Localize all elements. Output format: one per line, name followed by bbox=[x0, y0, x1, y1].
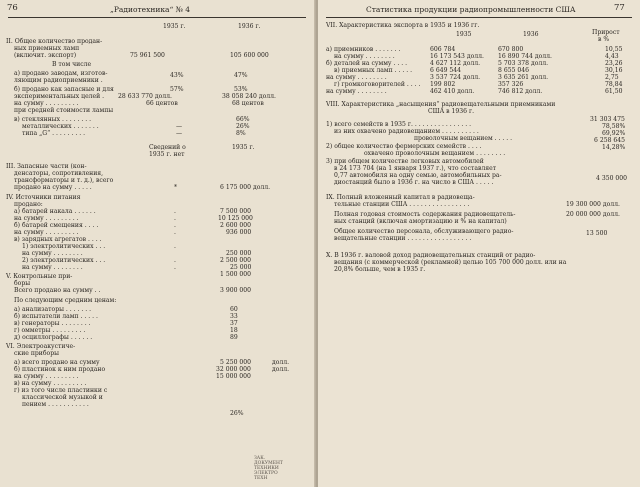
viii-value: 78,58% bbox=[602, 123, 626, 130]
value-1936: 66% bbox=[236, 116, 250, 123]
left-text-line: в) зарядных агрегатов . . . . bbox=[14, 236, 102, 243]
left-text-line: в) на сумму . . . . . . . . . bbox=[14, 380, 87, 387]
vii-col-growth: в % bbox=[598, 36, 610, 43]
left-text-line: По следующим средним ценам: bbox=[14, 297, 117, 304]
value-1935: 28 633 770 долл. bbox=[118, 93, 172, 100]
vii-row-1936: 746 812 долл. bbox=[498, 88, 543, 95]
value-1936: 38 058 240 долл. bbox=[222, 93, 276, 100]
value-1936: 37 bbox=[230, 320, 238, 327]
value-1935-dot: . bbox=[174, 222, 176, 229]
value-1936: 47% bbox=[234, 72, 248, 79]
vii-row-growth: 2,75 bbox=[605, 74, 619, 81]
viii-value: 6 258 645 bbox=[594, 137, 626, 144]
vii-row-1935: 606 784 bbox=[430, 46, 456, 53]
left-text-line: трансформаторы и т. д.), всего bbox=[14, 177, 114, 184]
left-text-line: пением . . . . . . . . . . . bbox=[22, 401, 89, 408]
value-1936: 2 500 000 bbox=[220, 257, 252, 264]
vii-row-1935: 199 802 bbox=[430, 81, 456, 88]
viii-text-line: 2) общее количество фермерских семейств . . . . bbox=[326, 143, 482, 150]
left-text-line: б) батарей смещения . . . . bbox=[14, 222, 99, 229]
section-viii-subtitle: США в 1936 г. bbox=[428, 108, 475, 115]
ix-text-line: IX. Полный вложенный капитал в радиовеща- bbox=[326, 194, 475, 201]
ix-value: 13 500 bbox=[586, 230, 608, 237]
viii-text-line: 3) при общем количестве легковых автомобилей bbox=[326, 158, 484, 165]
value-1936: 5 250 000 bbox=[220, 359, 252, 366]
vii-col-1936: 1936 bbox=[523, 31, 539, 38]
left-text-line: г) омметры . . . . . . . . . bbox=[14, 327, 86, 334]
left-text-line: б) испытатели ламп . . . . . bbox=[14, 313, 98, 320]
value-1935: — bbox=[176, 130, 183, 137]
left-text-line: ных приемных ламп bbox=[14, 45, 80, 52]
vii-row-1936: 670 800 bbox=[498, 46, 524, 53]
running-title-left: „Радиотехника“ № 4 bbox=[110, 5, 190, 14]
left-text-line: IV. Источники питания bbox=[6, 194, 81, 201]
page-number-left: 76 bbox=[7, 3, 18, 13]
left-text-line: экспериментальных целей . bbox=[14, 93, 105, 100]
vii-row-growth: 23,26 bbox=[605, 60, 623, 67]
vii-row-label: в) приемных ламп . . . . . bbox=[334, 67, 413, 74]
value-1935: 57% bbox=[170, 86, 184, 93]
viii-value: 69,92% bbox=[602, 130, 626, 137]
left-text-line: в) генераторы . . . . . . . . bbox=[14, 320, 91, 327]
value-1936: 26% bbox=[236, 123, 250, 130]
vii-row-growth: 30,16 bbox=[605, 67, 623, 74]
left-text-line: на сумму . . . . . . . . . bbox=[14, 373, 79, 380]
value-1935-dot: . bbox=[174, 229, 176, 236]
value-1935: 43% bbox=[170, 72, 184, 79]
x-text-line: X. В 1936 г. валовой доход радиовещательных станций от радио- bbox=[326, 252, 536, 259]
year-heading-1936: 1936 г. bbox=[238, 23, 261, 30]
right-page bbox=[318, 0, 640, 487]
viii-text-line: 0,77 автомобиля на одну семью, автомобильных ра- bbox=[334, 172, 502, 179]
ix-text-line: вещательные станции . . . . . . . . . . . . . . . . . bbox=[334, 235, 472, 242]
ix-text-line: Общее количество персонала, обслуживающего радио- bbox=[334, 228, 514, 235]
left-text-line: классической музыкой и bbox=[22, 394, 103, 401]
value-1936: 936 000 bbox=[226, 229, 252, 236]
vii-col-1935: 1935 bbox=[456, 31, 472, 38]
value-1936: 60 bbox=[230, 306, 238, 313]
value-1936-unit: долл. bbox=[272, 359, 290, 366]
vii-row-growth: 61,50 bbox=[605, 88, 623, 95]
ix-text-line: тельные станции США . . . . . . . . . . . . . . . . bbox=[334, 201, 470, 208]
left-text-line: металлических . . . . . . . bbox=[22, 123, 99, 130]
left-text-line: типа „G“ . . . . . . . . . bbox=[22, 130, 86, 137]
value-1936: 7 500 000 bbox=[220, 208, 252, 215]
left-text-line: денсаторы, сопротивления, bbox=[14, 170, 104, 177]
left-text-line: г) из того числе пластинки с bbox=[14, 387, 108, 394]
library-stamp bbox=[254, 456, 283, 481]
left-text-line: боры bbox=[14, 280, 31, 287]
left-text-line: в) стеклянных . . . . . . . . bbox=[14, 116, 92, 123]
x-text-line: вещания (с коммерческой (рекламной) целью 105 700 000 долл. или на bbox=[334, 259, 567, 266]
vii-row-1935: 462 410 долл. bbox=[430, 88, 475, 95]
value-1935: Сведений о bbox=[149, 144, 186, 151]
left-text-line: ляющим радиоприемники . bbox=[14, 77, 103, 84]
vii-row-1935: 16 173 543 долл. bbox=[430, 53, 484, 60]
viii-text-line: охвачено проволочным вещанием . . . . . . . . bbox=[364, 150, 506, 157]
value-1935-dot: . bbox=[174, 215, 176, 222]
value-1935: 1935 г. нет bbox=[149, 151, 185, 158]
left-text-line: на сумму . . . . . . . . bbox=[22, 250, 83, 257]
value-1935: 66 центов bbox=[146, 100, 178, 107]
value-1936: 18 bbox=[230, 327, 238, 334]
viii-text-line: 1) всего семейств в 1935 г. . . . . . . . . . . . . . . . bbox=[326, 121, 472, 128]
vii-row-label: на сумму . . . . . . . . bbox=[334, 53, 395, 60]
left-text-line: на сумму . . . . . . . . . bbox=[14, 215, 79, 222]
value-1936: 8% bbox=[236, 130, 246, 137]
vii-row-1936: 3 635 261 долл. bbox=[498, 74, 549, 81]
left-text-line: продано: bbox=[14, 201, 43, 208]
value-1936: 32 000 000 bbox=[216, 366, 251, 373]
viii-text-line: проволочным вещанием . . . . . bbox=[414, 135, 513, 142]
section-vii-title: VII. Характеристика экспорта в 1935 и 1936 гг. bbox=[326, 22, 480, 29]
left-text-line: на сумму . . . . . . . . . bbox=[14, 100, 79, 107]
value-1936: 250 000 bbox=[226, 250, 252, 257]
stamp-line: ТЕХНИКИ bbox=[254, 466, 279, 471]
value-1935-star: * bbox=[174, 184, 178, 191]
value-1936: 3 900 000 bbox=[220, 287, 252, 294]
running-title-right: Статистика продукции радиопромышленности США bbox=[366, 5, 576, 14]
left-text-line: Всего продано на сумму . . bbox=[14, 287, 101, 294]
vii-row-1935: 3 537 724 долл. bbox=[430, 74, 481, 81]
left-text-line: 2) электролитических . . . bbox=[22, 257, 106, 264]
vii-row-label: б) деталей на сумму . . . . bbox=[326, 60, 408, 67]
left-text-line: д) осциллографы . . . . . . bbox=[14, 334, 93, 341]
left-text-line: при средней стоимости лампы bbox=[14, 107, 114, 114]
value-1936: 1 500 000 bbox=[220, 271, 252, 278]
section-viii-title: VIII. Характеристика „насыщения“ радиовещательными приемниками bbox=[326, 101, 556, 108]
value-1936: 6 175 000 долл. bbox=[220, 184, 271, 191]
left-text-line: а) продано заводам, изготов- bbox=[14, 70, 108, 77]
viii-value: 31 303 475 bbox=[590, 116, 625, 123]
left-text-line: продано на сумму . . . . . bbox=[14, 184, 92, 191]
vii-row-label: а) приемников . . . . . . . bbox=[326, 46, 401, 53]
stamp-line: ДОКУМЕНТ bbox=[254, 461, 283, 466]
ix-text-line: ных станций (включая амортизацию и % на капитал) bbox=[334, 218, 507, 225]
vii-row-1935: 6 649 544 bbox=[430, 67, 462, 74]
value-1936: 89 bbox=[230, 334, 238, 341]
value-1936-unit: долл. bbox=[272, 366, 290, 373]
vii-row-growth: 10,55 bbox=[605, 46, 623, 53]
left-text-line: а) всего продано на сумму bbox=[14, 359, 100, 366]
value-1935-dot: . bbox=[174, 208, 176, 215]
ix-value: 20 000 000 долл. bbox=[566, 211, 620, 218]
value-1935-dot: . bbox=[174, 257, 176, 264]
value-1935: 1935 г. bbox=[232, 144, 255, 151]
year-heading-1935: 1935 г. bbox=[163, 23, 186, 30]
vii-row-1936: 357 326 bbox=[498, 81, 524, 88]
vii-row-1936: 5 703 378 долл. bbox=[498, 60, 549, 67]
vii-row-1935: 4 627 112 долл. bbox=[430, 60, 481, 67]
left-text-line: V. Контрольные при- bbox=[6, 273, 73, 280]
vii-row-growth: 4,43 bbox=[605, 53, 619, 60]
left-text-line: на сумму . . . . . . . . . bbox=[14, 229, 79, 236]
vii-row-1936: 8 655 046 bbox=[498, 67, 530, 74]
left-text-line: б) пластинок к ним продано bbox=[14, 366, 106, 373]
value-1935: 75 961 500 bbox=[130, 52, 165, 59]
vii-row-label: на сумму . . . . . . . . bbox=[326, 88, 387, 95]
left-text-line: В том числе bbox=[52, 61, 92, 68]
stamp-line: ЗАК. bbox=[254, 456, 266, 461]
left-text-line: 1) электролитических . . . bbox=[22, 243, 106, 250]
value-1936: 26% bbox=[230, 410, 244, 417]
value-1935: — bbox=[176, 123, 183, 130]
value-1936: 2 600 000 bbox=[220, 222, 252, 229]
viii-text-line: в 24 173 704 (на 1 января 1937 г.), что составляет bbox=[334, 165, 497, 172]
viii-text-line: из них охвачено радиовещанием . . . . . . . . . . bbox=[334, 128, 479, 135]
value-1936: 68 центов bbox=[232, 100, 264, 107]
ix-text-line: Полная годовая стоимость содержания радиовещатель- bbox=[334, 211, 516, 218]
x-text-line: 20,8% больше, чем в 1935 г. bbox=[334, 266, 426, 273]
viii-value: 14,28% bbox=[602, 144, 626, 151]
value-1936: 105 600 000 bbox=[230, 52, 269, 59]
vii-row-label: г) громкоговорителей . . . . bbox=[334, 81, 421, 88]
left-text-line: II. Общее количество продан- bbox=[6, 38, 103, 45]
left-text-line: а) анализаторы . . . . . . . bbox=[14, 306, 92, 313]
value-1936: 53% bbox=[234, 86, 248, 93]
value-1936: 10 125 000 bbox=[218, 215, 253, 222]
vii-col-growth: Прирост bbox=[592, 29, 620, 36]
header-rule-right bbox=[326, 17, 632, 18]
left-text-line: б) продано как запасные и для bbox=[14, 86, 114, 93]
left-text-line: III. Запасные части (кон- bbox=[6, 163, 87, 170]
value-1935-dot: . bbox=[174, 264, 176, 271]
ix-value: 19 300 000 долл. bbox=[566, 201, 620, 208]
value-1936: 25 000 bbox=[230, 264, 252, 271]
left-page bbox=[0, 0, 316, 487]
vii-row-label: на сумму . . . . . . . . bbox=[326, 74, 387, 81]
stamp-line: ТЕХН bbox=[254, 476, 268, 481]
viii-text-line: диостанций было в 1936 г. на число в США . . . . . bbox=[334, 179, 494, 186]
page-number-right: 77 bbox=[614, 3, 625, 13]
left-text-line: а) батарей накала . . . . . . bbox=[14, 208, 96, 215]
left-text-line: (включит. экспорт) bbox=[14, 52, 77, 59]
stamp-line: ЭЛЕКТРО bbox=[254, 471, 278, 476]
left-text-line: на сумму . . . . . . . . bbox=[22, 264, 83, 271]
value-1936: 15 000 000 bbox=[216, 373, 251, 380]
header-rule-left bbox=[8, 17, 306, 18]
vii-row-growth: 78,84 bbox=[605, 81, 623, 88]
left-text-line: ские приборы bbox=[14, 350, 59, 357]
viii-value: 4 350 000 bbox=[596, 175, 628, 182]
value-1935-dot: . bbox=[174, 243, 176, 250]
left-text-line: VI. Электроакустиче- bbox=[6, 343, 76, 350]
vii-row-1936: 16 890 744 долл. bbox=[498, 53, 552, 60]
value-1936: 33 bbox=[230, 313, 238, 320]
